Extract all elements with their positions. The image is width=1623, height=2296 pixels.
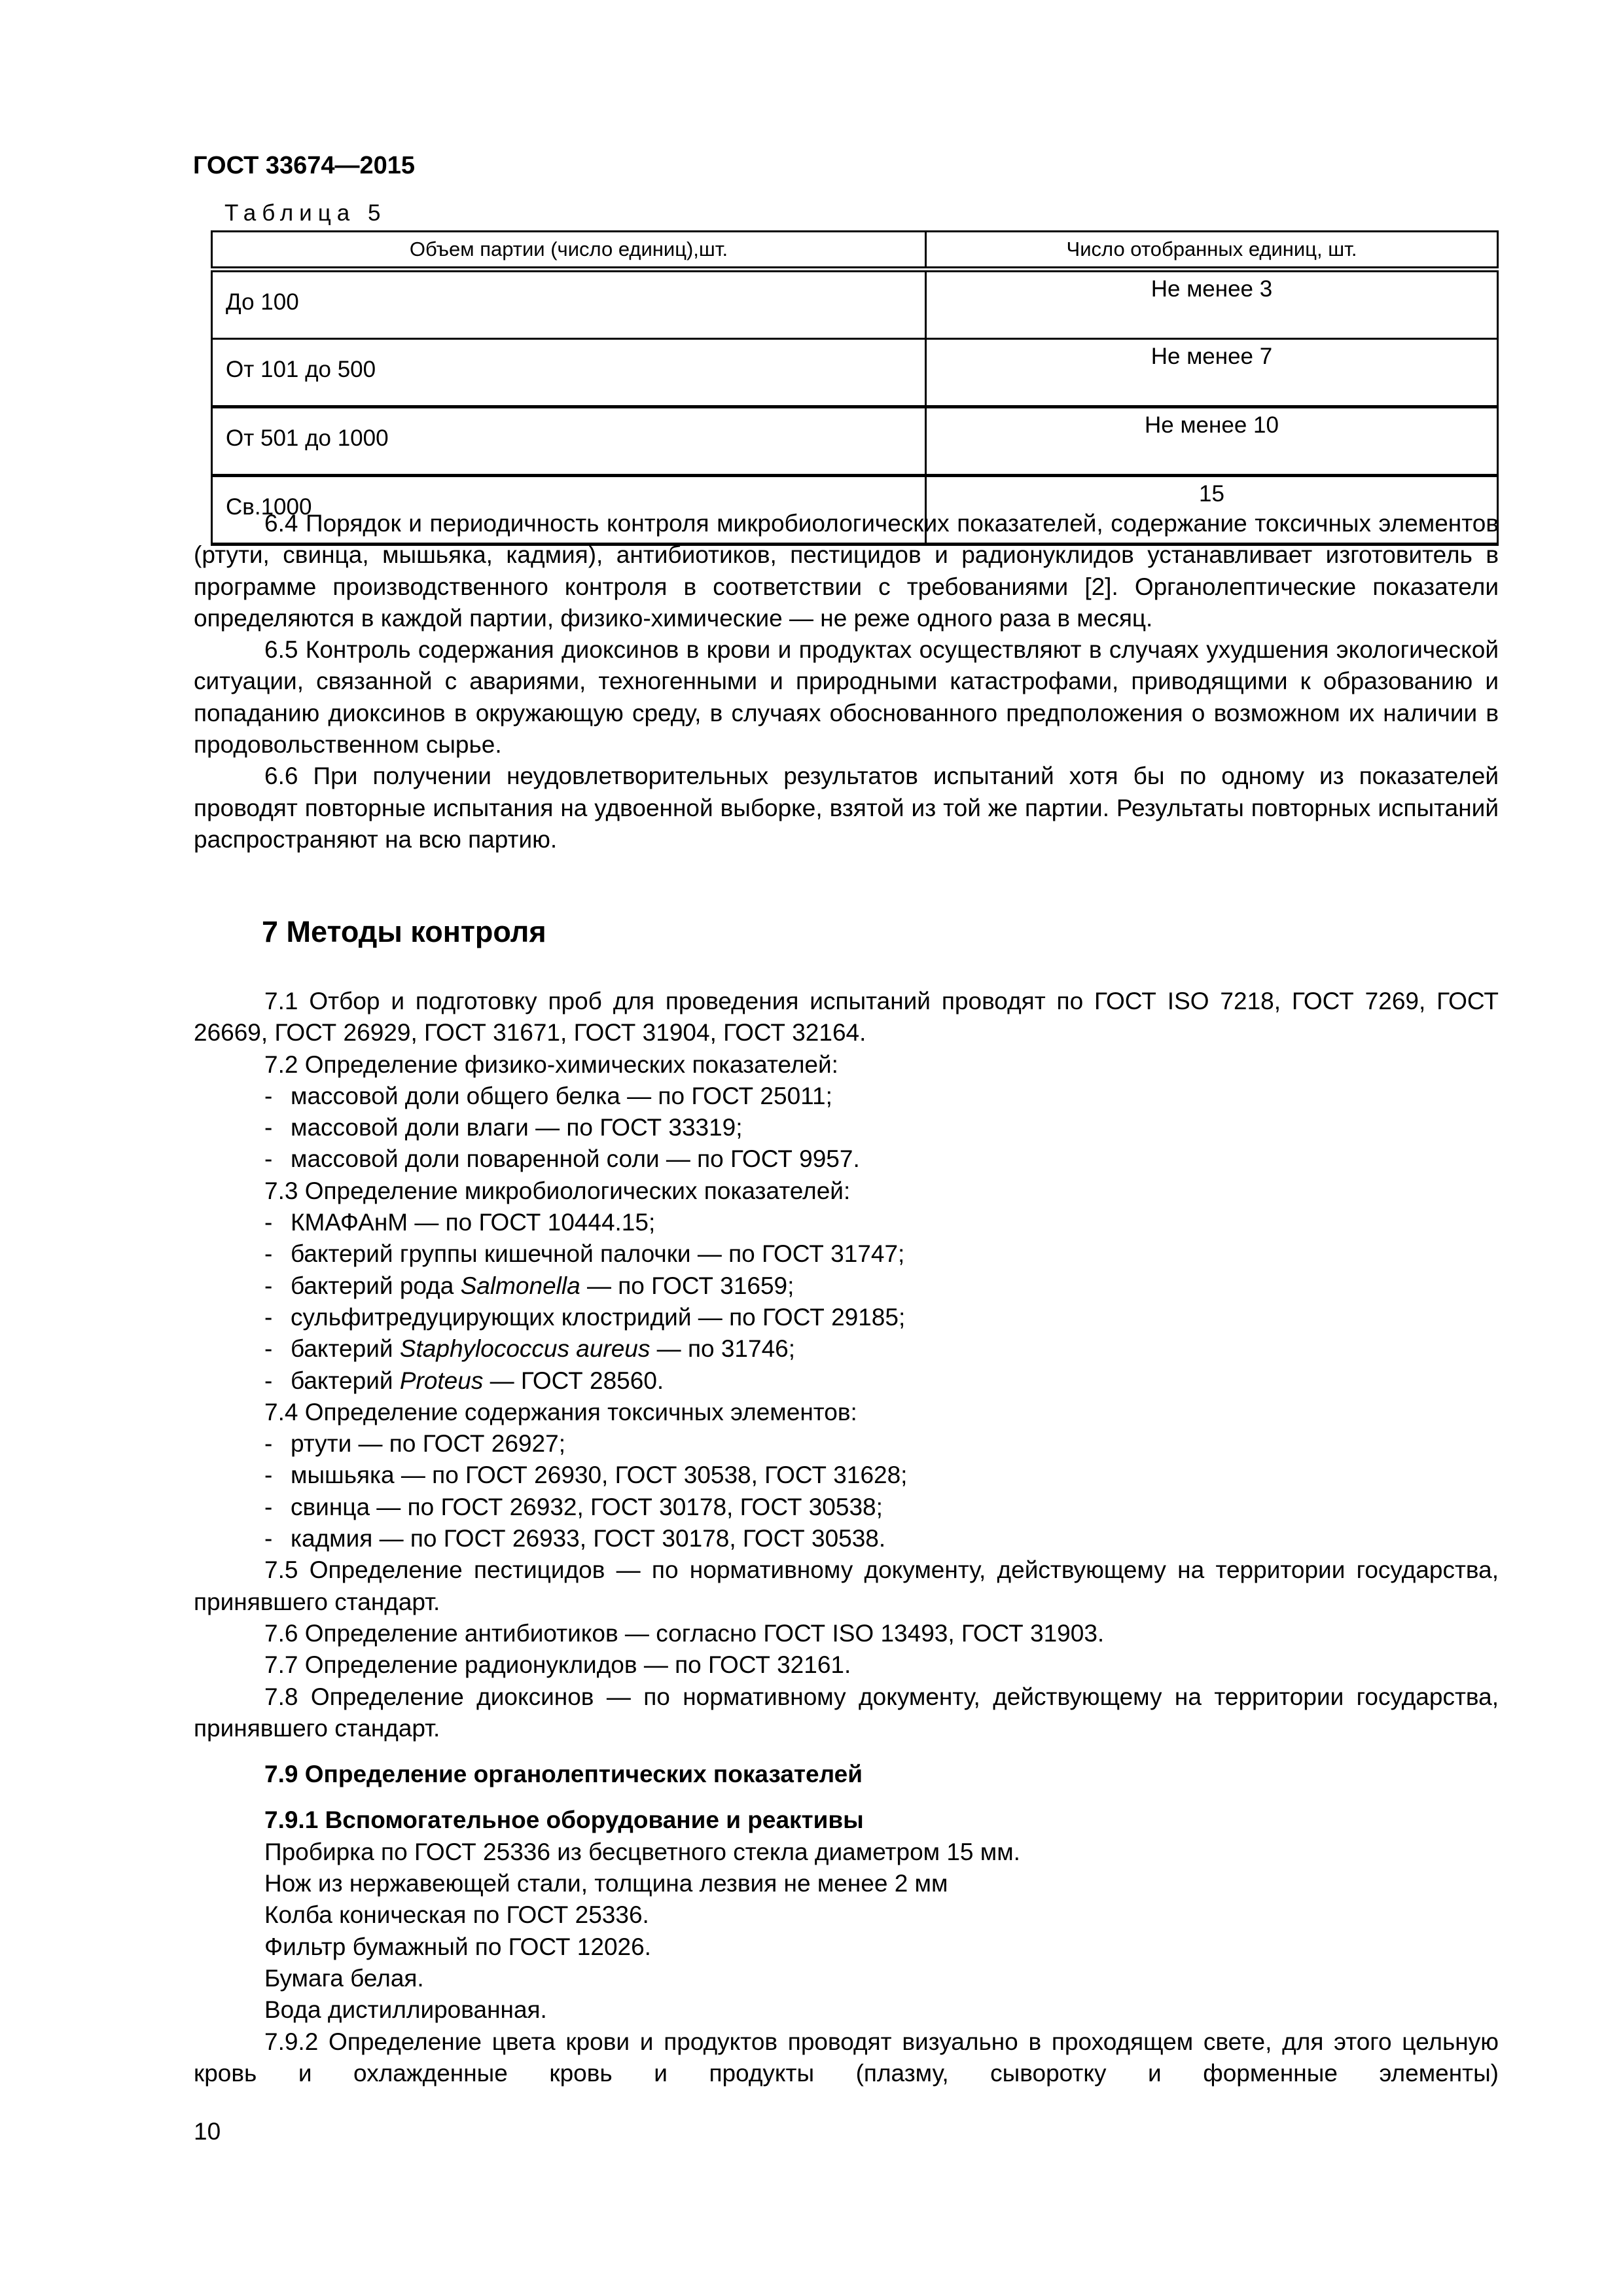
list-item: - КМАФАнМ — по ГОСТ 10444.15; — [194, 1207, 1499, 1238]
list-item: - свинца — по ГОСТ 26932, ГОСТ 30178, ГОСТ 30538; — [194, 1492, 1499, 1523]
list-item: - бактерий группы кишечной палочки — по ГОСТ 31747; — [194, 1238, 1499, 1270]
paragraph-7-4: 7.4 Определение содержания токсичных элементов: — [264, 1398, 857, 1426]
table-row — [212, 270, 1498, 339]
table-cell: От 501 до 1000 — [212, 407, 926, 476]
paragraph-7-5: 7.5 Определение пестицидов — по нормативному документу, действующему на территории государства, принявшего стандарт. — [194, 1556, 1499, 1615]
paragraph-7-2: 7.2 Определение физико-химических показателей: — [264, 1050, 838, 1078]
table-cell: Не менее 10 — [926, 407, 1498, 476]
table-header-row — [212, 232, 1498, 270]
column-header: Число отобранных единиц, шт. — [926, 232, 1498, 270]
paragraph-6-6: 6.6 При получении неудовлетворительных результатов испытаний хотя бы по одному из показателей проводят повторные испытания на удвоенной выборке, взятой из той же партии. Результаты повторных испытаний распространяют на всю партию. — [194, 762, 1499, 853]
list-bullet: - — [264, 1303, 273, 1331]
list-bullet: - — [264, 1145, 273, 1173]
list-bullet: - — [264, 1525, 273, 1552]
list-item: - бактерий Proteus — ГОСТ 28560. — [194, 1365, 1499, 1397]
list-bullet: - — [264, 1082, 273, 1109]
list-item: - кадмия — по ГОСТ 26933, ГОСТ 30178, ГОСТ 30538. — [194, 1523, 1499, 1554]
equipment-item: Фильтр бумажный по ГОСТ 12026. — [264, 1933, 651, 1960]
paragraph-7-3: 7.3 Определение микробиологических показателей: — [264, 1177, 851, 1204]
list-item: - сульфитредуцирующих клостридий — по ГОСТ 29185; — [194, 1302, 1499, 1333]
paragraph-7-7: 7.7 Определение радионуклидов — по ГОСТ 32161. — [264, 1651, 851, 1679]
page-number: 10 — [194, 2118, 221, 2145]
table-row — [212, 339, 1498, 407]
paragraph-7-1: 7.1 Отбор и подготовку проб для проведения испытаний проводят по ГОСТ ISO 7218, ГОСТ 7269, ГОСТ 26669, ГОСТ 26929, ГОСТ 31671, ГОСТ 31904, ГОСТ 32164. — [194, 988, 1499, 1047]
table-cell: Не менее 7 — [926, 339, 1498, 407]
species-name: Proteus — [399, 1367, 484, 1394]
list-item: - массовой доли общего белка — по ГОСТ 25011; — [194, 1081, 1499, 1112]
list-bullet: - — [264, 1493, 273, 1520]
list-bullet: - — [264, 1272, 273, 1299]
paragraph-6-5: 6.5 Контроль содержания диоксинов в крови и продуктах осуществляют в случаях ухудшения экологической ситуации, связанной с авариями, техногенными и природными катастрофами, приводящими к образованию и попаданию диоксинов в окружающую среду, в случаях обоснованного предположения о возможном их наличии в продовольственном сырье. — [194, 636, 1499, 759]
list-bullet: - — [264, 1209, 273, 1236]
list-bullet: - — [264, 1462, 273, 1489]
species-name: Staphylococcus aureus — [399, 1335, 651, 1363]
section-7-body — [194, 986, 1499, 2089]
equipment-item: Пробирка по ГОСТ 25336 из бесцветного стекла диаметром 15 мм. — [264, 1838, 1020, 1865]
list-item: - мышьяка — по ГОСТ 26930, ГОСТ 30538, ГОСТ 31628; — [194, 1460, 1499, 1491]
list-bullet: - — [264, 1430, 273, 1458]
table-caption: Таблица 5 — [224, 200, 387, 226]
list-item: - бактерий Staphylococcus aureus — по 31746; — [194, 1333, 1499, 1365]
table-5 — [211, 230, 1499, 546]
section-6-body — [194, 508, 1499, 855]
species-name: Salmonella — [460, 1272, 580, 1299]
table-cell: Св.1000 — [212, 476, 926, 545]
section-7-title: 7 Методы контроля — [262, 915, 546, 948]
list-item: - бактерий рода Salmonella — по ГОСТ 31659; — [194, 1270, 1499, 1302]
list-item: - ртути — по ГОСТ 26927; — [194, 1428, 1499, 1460]
document-header: ГОСТ 33674—2015 — [193, 152, 416, 179]
list-bullet: - — [264, 1367, 273, 1394]
list-bullet: - — [264, 1240, 273, 1268]
table-row — [212, 407, 1498, 476]
paragraph-7-8: 7.8 Определение диоксинов — по нормативному документу, действующему на территории государства, принявшего стандарт. — [194, 1683, 1499, 1742]
equipment-item: Колба коническая по ГОСТ 25336. — [264, 1901, 649, 1929]
table-cell: 15 — [926, 476, 1498, 545]
paragraph-6-4: 6.4 Порядок и периодичность контроля микробиологических показателей, содержание токсичных элементов (ртути, свинца, мышьяка, кадмия), антибиотиков, пестицидов и радионуклидов устанавливает изготовитель в программе производственного контроля в соответствии с требованиями [2]. Органолептические показатели определяются в каждой партии, физико-химические — не реже одного раза в месяц. — [194, 510, 1499, 632]
list-bullet: - — [264, 1114, 273, 1141]
table-cell: До 100 — [212, 270, 926, 339]
equipment-item: Вода дистиллированная. — [264, 1996, 547, 2024]
heading-7-9: 7.9 Определение органолептических показателей — [264, 1761, 863, 1788]
list-item: - массовой доли поваренной соли — по ГОСТ 9957. — [194, 1143, 1499, 1175]
paragraph-7-9-2: 7.9.2 Определение цвета крови и продуктов проводят визуально в проходящем свете, для этого цельную кровь и охлажденные кровь и продукты (плазму, сыворотку и форменные элементы) — [194, 2028, 1499, 2087]
table-cell: От 101 до 500 — [212, 339, 926, 407]
list-bullet: - — [264, 1335, 273, 1363]
equipment-item: Бумага белая. — [264, 1964, 424, 1992]
table-cell: Не менее 3 — [926, 270, 1498, 339]
equipment-item: Нож из нержавеющей стали, толщина лезвия не менее 2 мм — [264, 1870, 948, 1897]
paragraph-7-6: 7.6 Определение антибиотиков — согласно ГОСТ ISO 13493, ГОСТ 31903. — [264, 1619, 1105, 1647]
list-item: - массовой доли влаги — по ГОСТ 33319; — [194, 1112, 1499, 1143]
column-header: Объем партии (число единиц),шт. — [212, 232, 926, 270]
heading-7-9-1: 7.9.1 Вспомогательное оборудование и реактивы — [264, 1806, 864, 1834]
